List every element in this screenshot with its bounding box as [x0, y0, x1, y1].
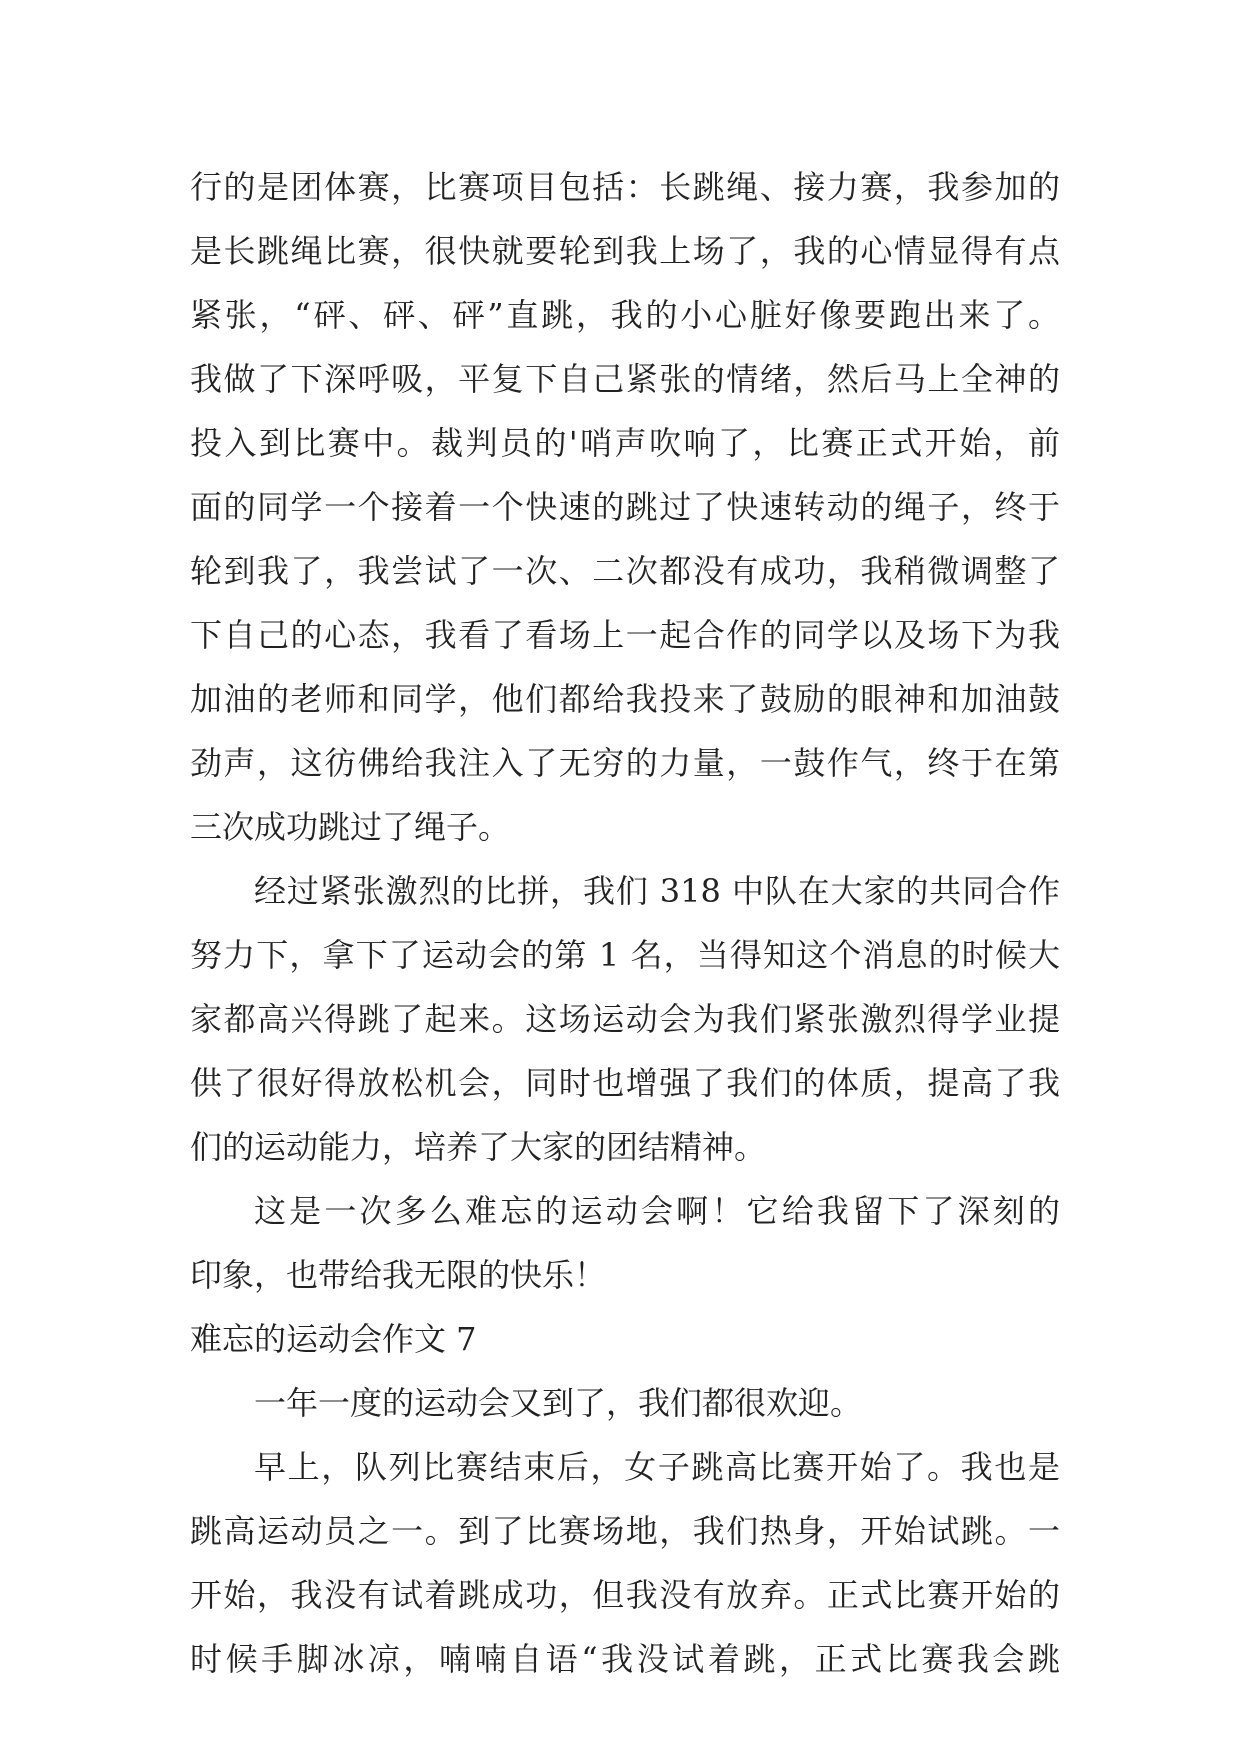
text-line: 印象，也带给我无限的快乐！	[190, 1256, 607, 1294]
text-line: 跳高运动员之一。到了比赛场地，我们热身，开始试跳。一	[190, 1512, 1060, 1550]
text-line: 面的同学一个接着一个快速的跳过了快速转动的绳子，终于	[190, 488, 1060, 526]
paragraph	[190, 1179, 1060, 1307]
text-line: 开始，我没有试着跳成功，但我没有放弃。正式比赛开始的	[190, 1576, 1060, 1614]
text-line: 行的是团体赛，比赛项目包括：长跳绳、接力赛，我参加的	[190, 168, 1060, 206]
text-line: 是长跳绳比赛，很快就要轮到我上场了，我的心情显得有点	[190, 232, 1060, 270]
section-heading: 难忘的运动会作文 7	[190, 1320, 477, 1358]
document-body	[190, 155, 1060, 1691]
text-line: 一年一度的运动会又到了，我们都很欢迎。	[254, 1384, 863, 1422]
text-line: 下自己的心态，我看了看场上一起合作的同学以及场下为我	[190, 616, 1060, 654]
text-line: 这是一次多么难忘的运动会啊！它给我留下了深刻的	[254, 1192, 1060, 1230]
text-line: 紧张，“砰、砰、砰”直跳，我的小心脏好像要跑出来了。	[190, 296, 1060, 334]
text-line: 们的运动能力，培养了大家的团结精神。	[190, 1128, 767, 1166]
text-line: 努力下，拿下了运动会的第 1 名，当得知这个消息的时候大	[190, 936, 1060, 974]
text-line: 供了很好得放松机会，同时也增强了我们的体质，提高了我	[190, 1064, 1060, 1102]
text-line: 时候手脚冰凉，喃喃自语“我没试着跳，正式比赛我会跳	[190, 1640, 1060, 1678]
paragraph	[190, 1435, 1060, 1691]
paragraph	[190, 1371, 1060, 1435]
text-line: 劲声，这彷佛给我注入了无穷的力量，一鼓作气，终于在第	[190, 744, 1060, 782]
text-line: 家都高兴得跳了起来。这场运动会为我们紧张激烈得学业提	[190, 1000, 1060, 1038]
text-line: 经过紧张激烈的比拼，我们 318 中队在大家的共同合作	[254, 872, 1060, 910]
text-line: 我做了下深呼吸，平复下自己紧张的情绪，然后马上全神的	[190, 360, 1060, 398]
paragraph	[190, 859, 1060, 1179]
text-line: 投入到比赛中。裁判员的'哨声吹响了，比赛正式开始，前	[190, 424, 1060, 462]
text-line: 加油的老师和同学，他们都给我投来了鼓励的眼神和加油鼓	[190, 680, 1060, 718]
text-line: 早上，队列比赛结束后，女子跳高比赛开始了。我也是	[254, 1448, 1060, 1486]
paragraph	[190, 155, 1060, 859]
text-line: 轮到我了，我尝试了一次、二次都没有成功，我稍微调整了	[190, 552, 1060, 590]
text-line: 三次成功跳过了绳子。	[190, 808, 511, 846]
